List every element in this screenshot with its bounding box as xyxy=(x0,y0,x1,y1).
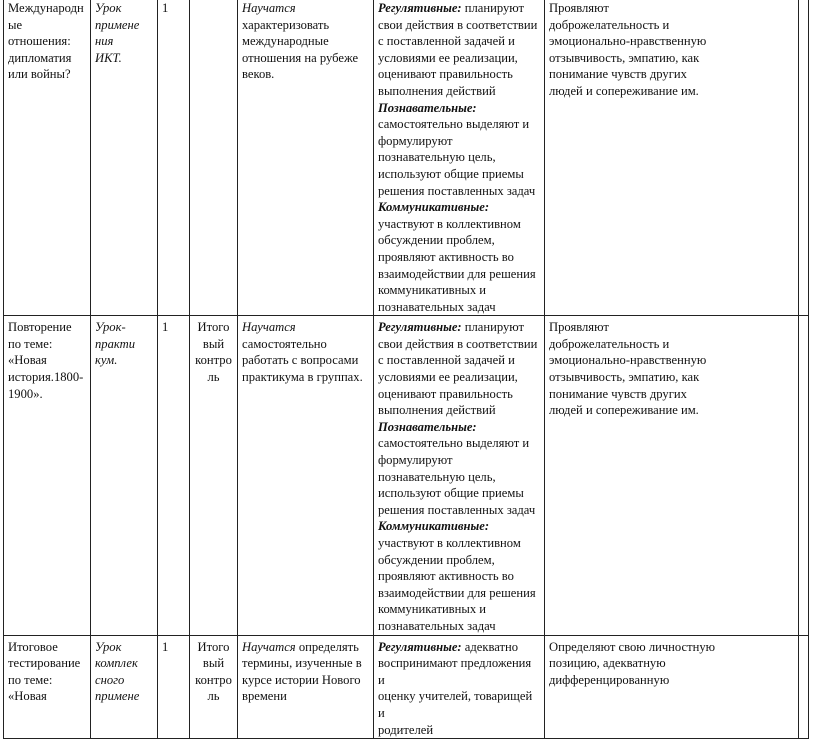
extra-cell xyxy=(799,635,809,739)
activity-cell: Научатся определять термины, изученные в курсе истории Нового времени xyxy=(238,635,374,739)
control-cell: Итого вый контро ль xyxy=(190,635,238,739)
table-row xyxy=(4,635,809,739)
control-cell xyxy=(190,0,238,316)
table-row xyxy=(4,316,809,635)
topic-cell: Международн ые отношения: дипломатия или войны? xyxy=(4,0,91,316)
hours-cell: 1 xyxy=(158,0,190,316)
extra-cell xyxy=(799,0,809,316)
uud-cell: Регулятивные: планируют свои действия в соответствии с поставленной задачей и условиями ее реализации, оценивают правильность выполнения действий Познавательные: самостоятельно выделяют и формулируют познавательную цель, используют общие приемы решения поставленных задач Коммуникативные: участвуют в коллективном обсуждении проблем, проявляют активность во взаимодействии для решения коммуникативных и познавательных задач xyxy=(374,0,545,316)
personal-results-cell: Определяют свою личностную позицию, адекватную дифференцированную xyxy=(545,635,799,739)
hours-cell: 1 xyxy=(158,635,190,739)
lesson-type-cell: Урок примене ния ИКТ. xyxy=(91,0,158,316)
uud-cell: Регулятивные: адекватно воспринимают предложения и оценку учителей, товарищей и родителей xyxy=(374,635,545,739)
hours-cell: 1 xyxy=(158,316,190,635)
activity-cell: Научатся характеризовать международные отношения на рубеже веков. xyxy=(238,0,374,316)
control-cell: Итого вый контро ль xyxy=(190,316,238,635)
lesson-type-cell: Урок комплек сного примене xyxy=(91,635,158,739)
lesson-plan-table xyxy=(3,0,809,739)
lesson-type-cell: Урок- практи кум. xyxy=(91,316,158,635)
topic-cell: Повторение по теме: «Новая история.1800- 1900». xyxy=(4,316,91,635)
uud-cell: Регулятивные: планируют свои действия в соответствии с поставленной задачей и условиями ее реализации, оценивают правильность выполнения действий Познавательные: самостоятельно выделяют и формулируют познавательную цель, используют общие приемы решения поставленных задач Коммуникативные: участвуют в коллективном обсуждении проблем, проявляют активность во взаимодействии для решения коммуникативных и познавательных задач xyxy=(374,316,545,635)
extra-cell xyxy=(799,316,809,635)
table-row xyxy=(4,0,809,316)
personal-results-cell: Проявляют доброжелательность и эмоционально-нравственную отзывчивость, эмпатию, как понимание чувств других людей и сопереживание им. xyxy=(545,0,799,316)
activity-cell: Научатся самостоятельно работать с вопросами практикума в группах. xyxy=(238,316,374,635)
topic-cell: Итоговое тестирование по теме: «Новая xyxy=(4,635,91,739)
personal-results-cell: Проявляют доброжелательность и эмоционально-нравственную отзывчивость, эмпатию, как понимание чувств других людей и сопереживание им. xyxy=(545,316,799,635)
